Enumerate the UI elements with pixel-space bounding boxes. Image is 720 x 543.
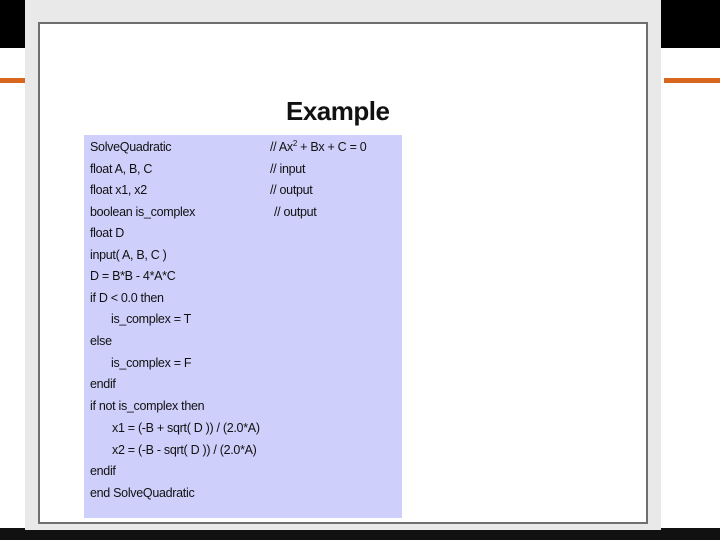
code-line-comment: // $Ax^2 + Bx + C = 0$ bbox=[270, 139, 367, 154]
code-line bbox=[84, 309, 402, 329]
code-line bbox=[84, 288, 402, 308]
code-line-text: input( A, B, C ) bbox=[90, 248, 167, 262]
code-line-comment: // output bbox=[274, 205, 317, 219]
code-line bbox=[84, 331, 402, 351]
code-line-comment: // input bbox=[270, 162, 306, 176]
code-line-text: float x1, x2 bbox=[90, 183, 147, 197]
code-line-text: else bbox=[90, 334, 112, 348]
code-line bbox=[84, 418, 402, 438]
code-line-comment: // output bbox=[270, 183, 313, 197]
code-line bbox=[84, 223, 402, 243]
code-line-text: boolean is_complex bbox=[90, 205, 196, 219]
code-line bbox=[84, 461, 402, 481]
slide-title: Example bbox=[286, 96, 390, 126]
code-line-text: float A, B, C bbox=[90, 162, 153, 176]
code-line bbox=[84, 483, 402, 503]
code-line-text: if D < 0.0 then bbox=[90, 291, 164, 305]
code-line bbox=[84, 353, 402, 373]
code-line bbox=[84, 137, 402, 157]
code-line-text: x1 = (-B + sqrt( D )) / (2.0*A) bbox=[112, 421, 260, 435]
code-line-text: D = B*B - 4*A*C bbox=[90, 269, 176, 283]
code-line bbox=[84, 202, 402, 222]
code-line bbox=[84, 396, 402, 416]
code-line-text: if not is_complex then bbox=[90, 399, 205, 413]
code-line bbox=[84, 159, 402, 179]
code-line-text: is_complex = T bbox=[111, 312, 191, 326]
code-block bbox=[84, 135, 402, 518]
code-line-text: endif bbox=[90, 464, 116, 478]
code-line-text: endif bbox=[90, 377, 116, 391]
code-line bbox=[84, 440, 402, 460]
code-line bbox=[84, 245, 402, 265]
code-line-text: end SolveQuadratic bbox=[90, 486, 195, 500]
code-line bbox=[84, 374, 402, 394]
accent-line-left bbox=[0, 78, 26, 83]
code-line bbox=[84, 266, 402, 286]
code-line bbox=[84, 180, 402, 200]
code-line-text: float D bbox=[90, 226, 125, 240]
code-line-text: SolveQuadratic bbox=[90, 140, 172, 154]
code-line-text: is_complex = F bbox=[111, 356, 192, 370]
accent-line-right bbox=[664, 78, 720, 83]
code-line-text: x2 = (-B - sqrt( D )) / (2.0*A) bbox=[112, 443, 257, 457]
